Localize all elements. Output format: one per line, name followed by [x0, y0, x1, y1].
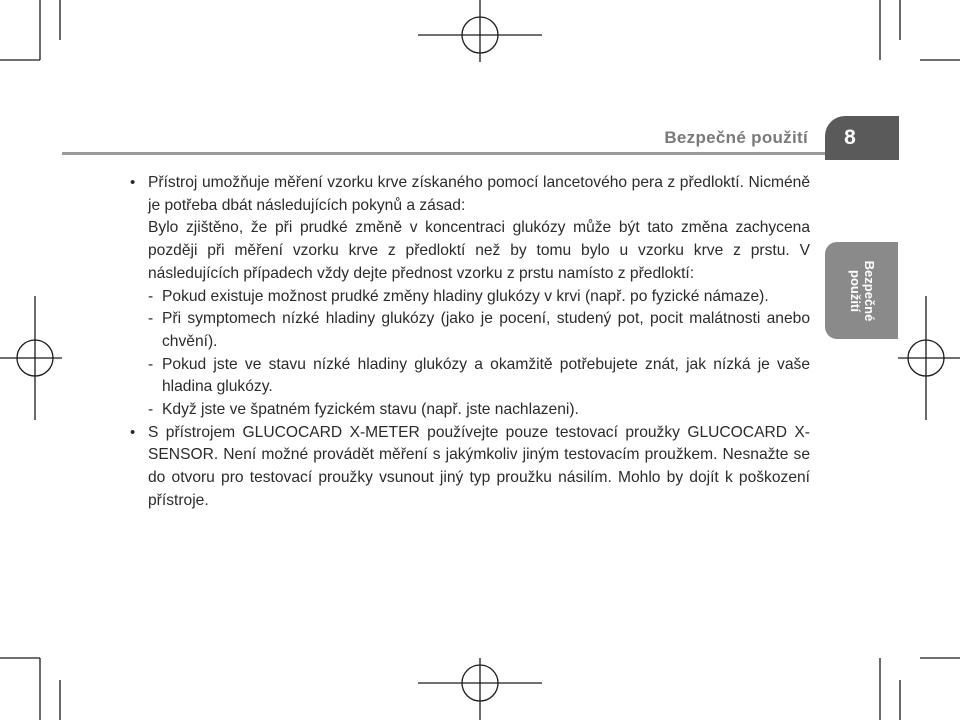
side-tab-line-1: Bezpečné [861, 260, 877, 321]
bullet-paragraph: S přístrojem GLUCOCARD X-METER používejte pouze testovací proužky GLUCOCARD X-SENSOR. Není možné provádět měření s jakýmkoliv jiným testovacím proužkem. Nesnažte se do otvoru pro testovací proužky vsunout jiný typ proužku násilím. Mohlo by dojít k poškození přístroje. [148, 423, 810, 509]
page-content [130, 172, 810, 513]
side-tab-label [848, 260, 876, 321]
section-side-tab [825, 242, 898, 339]
bullet-paragraph: Bylo zjištěno, že při prudké změně v koncentraci glukózy může být tato změna zachycena později při měření vzorku krve z předloktí než by tomu bylo u vzorku krve z prstu. V následujících případech vždy dejte přednost vzorku z prstu namísto z předloktí: [148, 219, 810, 282]
bullet-intro: Přístroj umožňuje měření vzorku krve získaného pomocí lancetového pera z předloktí. Nicméně je potřeba dbát následujících pokynů a zásad: [148, 174, 810, 214]
dash-item: - Když jste ve špatném fyzickém stavu (např. jste nachlazeni). [148, 401, 579, 419]
side-tab-line-2: použití [847, 269, 863, 312]
dash-item: - Při symptomech nízké hladiny glukózy (jako je pocení, studený pot, pocit malátnosti anebo chvění). [148, 310, 810, 350]
dash-item: - Pokud existuje možnost prudké změny hladiny glukózy v krvi (např. po fyzické námaze). [148, 287, 769, 305]
bullet-test-strips [130, 422, 810, 513]
bullet-dot: • [130, 174, 136, 191]
page-number: 8 [825, 116, 899, 160]
dash-item: - Pokud jste ve stavu nízké hladiny glukózy a okamžitě potřebujete znát, jak nízká je vaše hladina glukózy. [148, 355, 810, 396]
section-title: Bezpečné použití [664, 128, 808, 147]
bullet-forearm-testing [130, 172, 810, 286]
header-rule [62, 152, 828, 155]
bullet-dot: • [130, 423, 136, 441]
